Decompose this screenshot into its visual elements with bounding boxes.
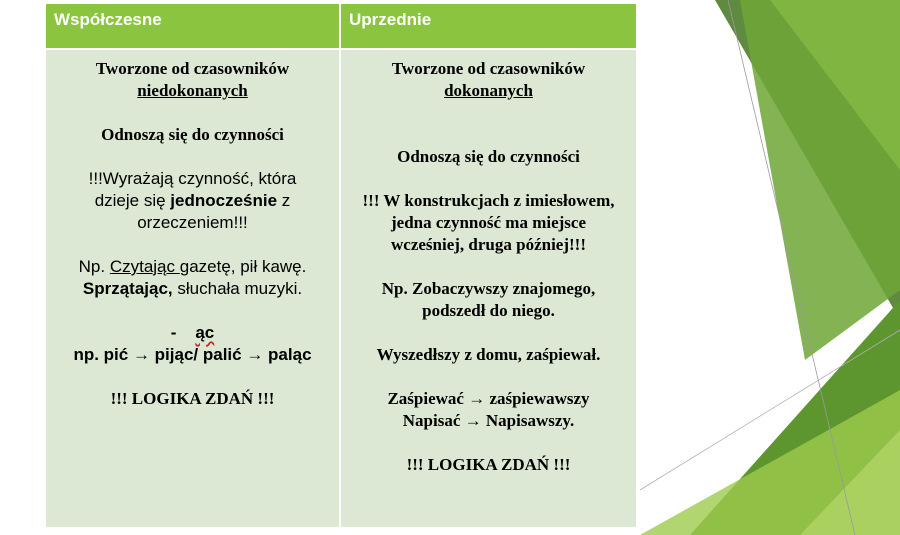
formation-line2: niedokonanych: [137, 81, 248, 100]
example1-line1: Np. Zobaczywszy znajomego,: [381, 279, 596, 298]
expression-line1: !!!Wyrażają czynność, która: [88, 169, 297, 188]
example1-text: [341, 278, 636, 322]
example1-line2: podszedł do niego.: [422, 301, 555, 320]
suffix-examples: np. pić → pijąc/ palić → paląc: [73, 345, 312, 364]
logic-text: !!! LOGIKA ZDAŃ !!!: [110, 389, 275, 408]
expression-line2a: dzieje się: [94, 191, 171, 210]
expression-line3: orzeczeniem!!!: [137, 213, 248, 232]
refers-text: Odnoszą się do czynności: [397, 147, 580, 166]
expression-line2c: z: [277, 191, 291, 210]
refers-text: Odnoszą się do czynności: [101, 125, 284, 144]
cell-prior: [341, 48, 636, 527]
construction-text: [341, 190, 636, 256]
formation-line1: Tworzone od czasowników: [391, 59, 586, 78]
example3-line1: Zaśpiewać → zaśpiewawszy: [387, 389, 590, 408]
suffix-text: [46, 322, 339, 366]
example1a: Np.: [78, 257, 110, 276]
header-contemporary: Współczesne: [46, 4, 341, 48]
example2a: Sprzątając,: [82, 279, 173, 298]
construction-line2: jedna czynność ma miejsce: [391, 213, 586, 232]
example2-text: Wyszedłszy z domu, zaśpiewał.: [376, 345, 601, 364]
construction-line3: wcześniej, druga później!!!: [391, 235, 586, 254]
expression-line2b: jednocześnie: [170, 191, 278, 210]
example3-line2: Napisać → Napisawszy.: [402, 411, 575, 430]
expression-text: [46, 168, 339, 234]
suffix-ac: ąc: [195, 323, 215, 342]
formation-line2: dokonanych: [444, 81, 533, 100]
suffix-dash: -: [170, 323, 177, 342]
example3-text: [341, 388, 636, 432]
examples-text: [46, 256, 339, 300]
example1b: Czytając: [109, 257, 180, 276]
formation-line1: Tworzone od czasowników: [95, 59, 290, 78]
construction-line1: !!! W konstrukcjach z imiesłowem,: [362, 191, 615, 210]
example2b: słuchała muzyki.: [172, 279, 303, 298]
logic-text: !!! LOGIKA ZDAŃ !!!: [406, 455, 571, 474]
comparison-table: [46, 4, 636, 527]
formation-text: [341, 58, 636, 102]
header-prior: Uprzednie: [341, 4, 636, 48]
cell-contemporary: [46, 48, 341, 527]
example1c: gazetę, pił kawę.: [179, 257, 307, 276]
formation-text: [46, 58, 339, 102]
